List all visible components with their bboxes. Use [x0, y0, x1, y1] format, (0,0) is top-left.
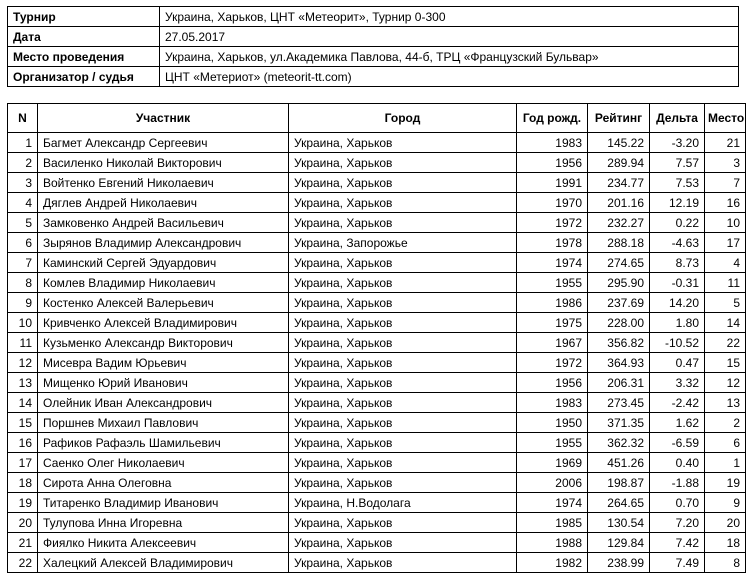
- cell-number: 15: [8, 413, 38, 433]
- cell-number: 10: [8, 313, 38, 333]
- cell-participant: Титаренко Владимир Иванович: [38, 493, 289, 513]
- cell-birth-year: 1983: [517, 393, 588, 413]
- cell-number: 2: [8, 153, 38, 173]
- cell-birth-year: 1988: [517, 533, 588, 553]
- cell-participant: Саенко Олег Николаевич: [38, 453, 289, 473]
- cell-rating: 295.90: [588, 273, 650, 293]
- cell-city: Украина, Харьков: [289, 473, 517, 493]
- cell-delta: 0.40: [650, 453, 705, 473]
- cell-rating: 234.77: [588, 173, 650, 193]
- table-row: [8, 513, 746, 533]
- col-header-participant: Участник: [38, 104, 289, 133]
- cell-delta: -6.59: [650, 433, 705, 453]
- cell-delta: 0.70: [650, 493, 705, 513]
- cell-birth-year: 1955: [517, 273, 588, 293]
- cell-participant: Халецкий Алексей Владимирович: [38, 553, 289, 573]
- cell-city: Украина, Харьков: [289, 213, 517, 233]
- cell-place: 7: [705, 173, 746, 193]
- cell-rating: 228.00: [588, 313, 650, 333]
- cell-city: Украина, Харьков: [289, 433, 517, 453]
- cell-number: 1: [8, 133, 38, 153]
- table-row: [8, 553, 746, 573]
- info-row: [8, 27, 739, 47]
- info-label: Дата: [8, 27, 160, 47]
- info-value: 27.05.2017: [160, 27, 739, 47]
- table-row: [8, 373, 746, 393]
- cell-city: Украина, Харьков: [289, 293, 517, 313]
- cell-number: 8: [8, 273, 38, 293]
- cell-number: 21: [8, 533, 38, 553]
- results-table: [7, 103, 746, 573]
- cell-rating: 206.31: [588, 373, 650, 393]
- cell-number: 17: [8, 453, 38, 473]
- table-row: [8, 353, 746, 373]
- cell-place: 4: [705, 253, 746, 273]
- cell-birth-year: 1985: [517, 513, 588, 533]
- cell-delta: 7.49: [650, 553, 705, 573]
- cell-delta: -0.31: [650, 273, 705, 293]
- cell-city: Украина, Харьков: [289, 133, 517, 153]
- cell-number: 13: [8, 373, 38, 393]
- table-row: [8, 213, 746, 233]
- info-row: [8, 47, 739, 67]
- cell-delta: 8.73: [650, 253, 705, 273]
- col-header-city: Город: [289, 104, 517, 133]
- cell-number: 22: [8, 553, 38, 573]
- cell-rating: 289.94: [588, 153, 650, 173]
- info-value: Украина, Харьков, ЦНТ «Метеорит», Турнир 0-300: [160, 7, 739, 27]
- cell-city: Украина, Н.Водолага: [289, 493, 517, 513]
- cell-participant: Костенко Алексей Валерьевич: [38, 293, 289, 313]
- cell-delta: 7.20: [650, 513, 705, 533]
- cell-rating: 371.35: [588, 413, 650, 433]
- cell-participant: Войтенко Евгений Николаевич: [38, 173, 289, 193]
- cell-city: Украина, Запорожье: [289, 233, 517, 253]
- cell-delta: -10.52: [650, 333, 705, 353]
- tournament-info-body: [8, 7, 739, 87]
- col-header-delta: Дельта: [650, 104, 705, 133]
- cell-delta: 7.53: [650, 173, 705, 193]
- cell-participant: Дяглев Андрей Николаевич: [38, 193, 289, 213]
- table-row: [8, 293, 746, 313]
- cell-rating: 238.99: [588, 553, 650, 573]
- cell-delta: 0.47: [650, 353, 705, 373]
- cell-participant: Комлев Владимир Николаевич: [38, 273, 289, 293]
- cell-birth-year: 2006: [517, 473, 588, 493]
- cell-number: 14: [8, 393, 38, 413]
- cell-number: 3: [8, 173, 38, 193]
- table-row: [8, 153, 746, 173]
- cell-delta: 1.80: [650, 313, 705, 333]
- cell-place: 19: [705, 473, 746, 493]
- cell-delta: -3.20: [650, 133, 705, 153]
- table-row: [8, 453, 746, 473]
- cell-number: 19: [8, 493, 38, 513]
- cell-number: 9: [8, 293, 38, 313]
- cell-birth-year: 1956: [517, 153, 588, 173]
- cell-birth-year: 1972: [517, 353, 588, 373]
- cell-rating: 201.16: [588, 193, 650, 213]
- cell-place: 21: [705, 133, 746, 153]
- cell-rating: 237.69: [588, 293, 650, 313]
- cell-delta: -2.42: [650, 393, 705, 413]
- cell-rating: 145.22: [588, 133, 650, 153]
- cell-rating: 288.18: [588, 233, 650, 253]
- table-row: [8, 133, 746, 153]
- info-label: Организатор / судья: [8, 67, 160, 87]
- cell-birth-year: 1975: [517, 313, 588, 333]
- cell-place: 17: [705, 233, 746, 253]
- cell-number: 6: [8, 233, 38, 253]
- cell-city: Украина, Харьков: [289, 453, 517, 473]
- cell-city: Украина, Харьков: [289, 393, 517, 413]
- cell-rating: 129.84: [588, 533, 650, 553]
- cell-place: 5: [705, 293, 746, 313]
- cell-place: 22: [705, 333, 746, 353]
- cell-place: 14: [705, 313, 746, 333]
- table-row: [8, 273, 746, 293]
- cell-place: 1: [705, 453, 746, 473]
- cell-rating: 273.45: [588, 393, 650, 413]
- cell-city: Украина, Харьков: [289, 413, 517, 433]
- cell-birth-year: 1972: [517, 213, 588, 233]
- cell-delta: -4.63: [650, 233, 705, 253]
- cell-participant: Фиялко Никита Алексеевич: [38, 533, 289, 553]
- cell-place: 13: [705, 393, 746, 413]
- cell-birth-year: 1991: [517, 173, 588, 193]
- cell-participant: Мищенко Юрий Иванович: [38, 373, 289, 393]
- cell-participant: Василенко Николай Викторович: [38, 153, 289, 173]
- cell-participant: Багмет Александр Сергеевич: [38, 133, 289, 153]
- table-row: [8, 173, 746, 193]
- cell-delta: 3.32: [650, 373, 705, 393]
- cell-number: 16: [8, 433, 38, 453]
- col-header-number: N: [8, 104, 38, 133]
- cell-place: 18: [705, 533, 746, 553]
- tournament-info-table: [7, 6, 739, 87]
- cell-city: Украина, Харьков: [289, 333, 517, 353]
- cell-number: 11: [8, 333, 38, 353]
- table-row: [8, 253, 746, 273]
- cell-city: Украина, Харьков: [289, 373, 517, 393]
- cell-participant: Зырянов Владимир Александрович: [38, 233, 289, 253]
- table-row: [8, 493, 746, 513]
- cell-rating: 264.65: [588, 493, 650, 513]
- cell-place: 3: [705, 153, 746, 173]
- cell-participant: Рафиков Рафаэль Шамильевич: [38, 433, 289, 453]
- cell-delta: 7.57: [650, 153, 705, 173]
- cell-delta: 0.22: [650, 213, 705, 233]
- cell-participant: Олейник Иван Александрович: [38, 393, 289, 413]
- info-row: [8, 7, 739, 27]
- col-header-rating: Рейтинг: [588, 104, 650, 133]
- cell-birth-year: 1956: [517, 373, 588, 393]
- cell-delta: 12.19: [650, 193, 705, 213]
- cell-participant: Сирота Анна Олеговна: [38, 473, 289, 493]
- cell-place: 10: [705, 213, 746, 233]
- cell-birth-year: 1970: [517, 193, 588, 213]
- cell-rating: 274.65: [588, 253, 650, 273]
- table-row: [8, 393, 746, 413]
- table-row: [8, 333, 746, 353]
- cell-rating: 130.54: [588, 513, 650, 533]
- cell-number: 5: [8, 213, 38, 233]
- col-header-birth-year: Год рожд.: [517, 104, 588, 133]
- cell-city: Украина, Харьков: [289, 173, 517, 193]
- cell-birth-year: 1986: [517, 293, 588, 313]
- cell-city: Украина, Харьков: [289, 273, 517, 293]
- cell-rating: 232.27: [588, 213, 650, 233]
- cell-birth-year: 1950: [517, 413, 588, 433]
- cell-number: 12: [8, 353, 38, 373]
- cell-place: 8: [705, 553, 746, 573]
- cell-participant: Поршнев Михаил Павлович: [38, 413, 289, 433]
- cell-place: 12: [705, 373, 746, 393]
- cell-city: Украина, Харьков: [289, 553, 517, 573]
- cell-number: 20: [8, 513, 38, 533]
- info-label: Турнир: [8, 7, 160, 27]
- cell-city: Украина, Харьков: [289, 513, 517, 533]
- cell-delta: 14.20: [650, 293, 705, 313]
- cell-participant: Каминский Сергей Эдуардович: [38, 253, 289, 273]
- results-header-row: [8, 104, 746, 133]
- cell-place: 20: [705, 513, 746, 533]
- cell-birth-year: 1974: [517, 493, 588, 513]
- cell-birth-year: 1982: [517, 553, 588, 573]
- cell-rating: 364.93: [588, 353, 650, 373]
- cell-place: 16: [705, 193, 746, 213]
- table-row: [8, 313, 746, 333]
- cell-rating: 362.32: [588, 433, 650, 453]
- cell-birth-year: 1967: [517, 333, 588, 353]
- cell-birth-year: 1974: [517, 253, 588, 273]
- cell-delta: 1.62: [650, 413, 705, 433]
- table-row: [8, 193, 746, 213]
- cell-rating: 356.82: [588, 333, 650, 353]
- table-row: [8, 433, 746, 453]
- results-body: [8, 133, 746, 573]
- cell-participant: Замковенко Андрей Васильевич: [38, 213, 289, 233]
- table-row: [8, 533, 746, 553]
- cell-delta: -1.88: [650, 473, 705, 493]
- cell-city: Украина, Харьков: [289, 253, 517, 273]
- cell-birth-year: 1955: [517, 433, 588, 453]
- col-header-place: Место: [705, 104, 746, 133]
- cell-participant: Кузьменко Александр Викторович: [38, 333, 289, 353]
- cell-birth-year: 1978: [517, 233, 588, 253]
- cell-city: Украина, Харьков: [289, 153, 517, 173]
- cell-birth-year: 1969: [517, 453, 588, 473]
- info-value: ЦНТ «Метериот» (meteorit-tt.com): [160, 67, 739, 87]
- cell-place: 11: [705, 273, 746, 293]
- info-row: [8, 67, 739, 87]
- cell-number: 4: [8, 193, 38, 213]
- table-row: [8, 413, 746, 433]
- cell-place: 15: [705, 353, 746, 373]
- cell-city: Украина, Харьков: [289, 193, 517, 213]
- cell-birth-year: 1983: [517, 133, 588, 153]
- cell-city: Украина, Харьков: [289, 533, 517, 553]
- info-value: Украина, Харьков, ул.Академика Павлова, 44-б, ТРЦ «Французский Бульвар»: [160, 47, 739, 67]
- cell-rating: 198.87: [588, 473, 650, 493]
- cell-city: Украина, Харьков: [289, 313, 517, 333]
- table-row: [8, 233, 746, 253]
- cell-participant: Мисевра Вадим Юрьевич: [38, 353, 289, 373]
- cell-city: Украина, Харьков: [289, 353, 517, 373]
- cell-place: 9: [705, 493, 746, 513]
- cell-rating: 451.26: [588, 453, 650, 473]
- cell-place: 6: [705, 433, 746, 453]
- cell-participant: Кривченко Алексей Владимирович: [38, 313, 289, 333]
- cell-number: 7: [8, 253, 38, 273]
- cell-place: 2: [705, 413, 746, 433]
- cell-number: 18: [8, 473, 38, 493]
- cell-participant: Тулупова Инна Игоревна: [38, 513, 289, 533]
- info-label: Место проведения: [8, 47, 160, 67]
- cell-delta: 7.42: [650, 533, 705, 553]
- table-row: [8, 473, 746, 493]
